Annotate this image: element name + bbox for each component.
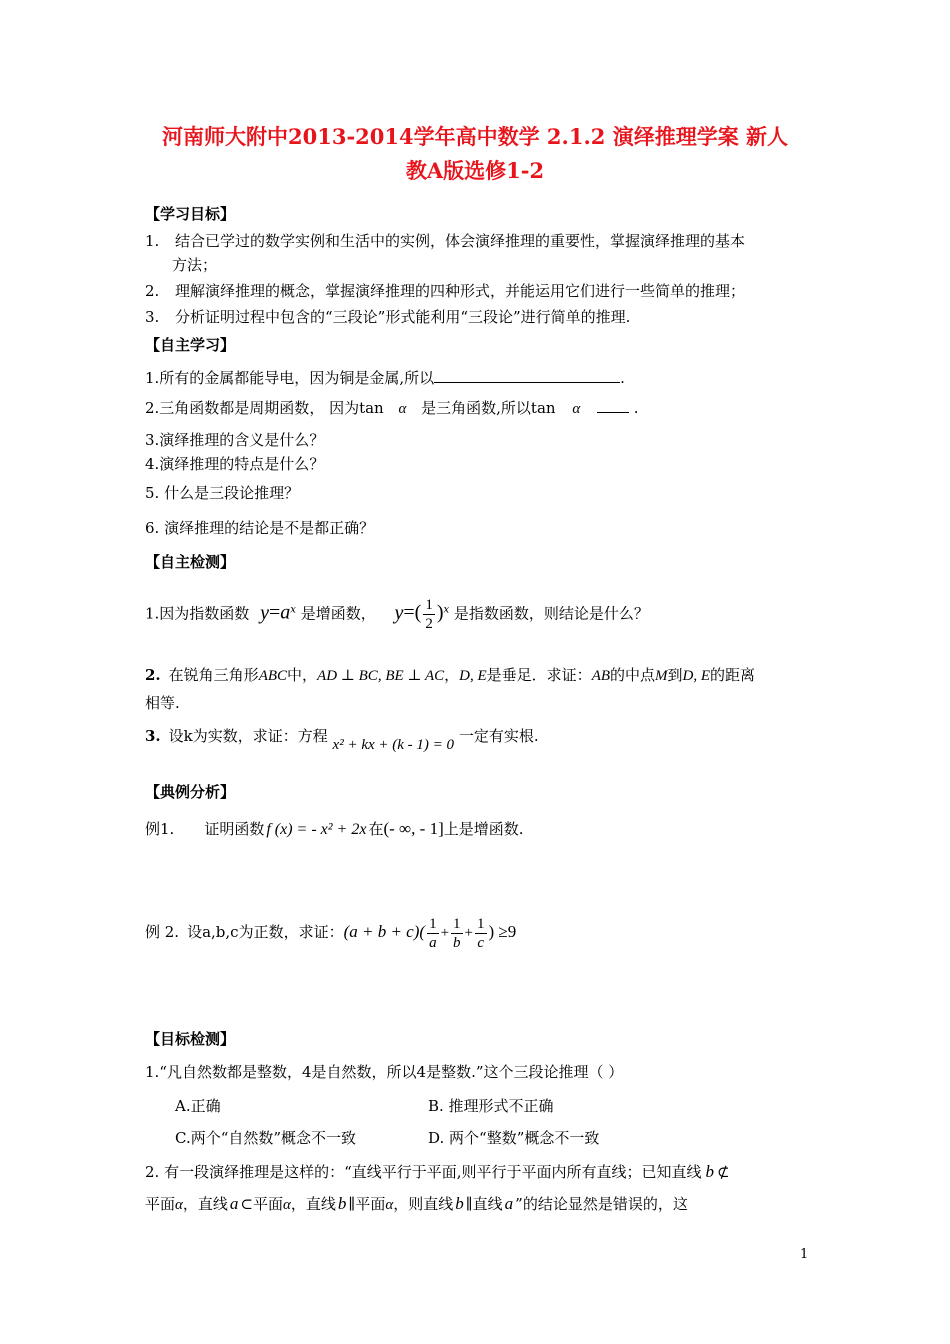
var-b: b: [705, 1162, 715, 1181]
fraction-one-over-a: [427, 915, 439, 952]
math-equals-2: =(: [403, 601, 422, 624]
option-c[interactable]: C.两个“自然数”概念不一致: [175, 1129, 357, 1147]
self-check-q1-text-a: 1.因为指数函数: [145, 604, 250, 623]
self-study-q2-end: .: [633, 399, 639, 417]
goal-item-1: [145, 230, 745, 252]
not-subset-symbol: ⊄: [717, 1165, 730, 1181]
example-1-text-a: 证明函数: [204, 820, 265, 838]
self-check-q1-text-b: 是增函数，: [300, 604, 376, 623]
alpha-symbol: α: [398, 401, 407, 417]
q2-text-a: 在锐角三角形: [168, 666, 259, 684]
answer-blank-2[interactable]: [597, 398, 629, 413]
q2-plane-2: 平面: [252, 1195, 283, 1213]
alpha-plane-2: α: [283, 1197, 291, 1213]
function-expression: f (x) = - x² + 2x: [266, 821, 367, 838]
frac-a-numerator: 1: [429, 915, 437, 932]
alpha-symbol-2: α: [572, 401, 581, 417]
example-1-text-b: 在: [368, 820, 384, 838]
q3-text-a: 设k为实数，求证：方程: [168, 727, 328, 745]
goal-item-3: [145, 306, 630, 328]
self-check-q1: [145, 596, 649, 633]
section-self-study-heading: 【自主学习】: [145, 336, 236, 354]
q2-de: D, E: [459, 668, 487, 684]
goal-item-2: [145, 280, 745, 302]
math-exponent-x: x: [290, 604, 296, 616]
self-study-q4: 4.演绎推理的特点是什么？: [145, 455, 325, 473]
self-study-q3: 3.演绎推理的含义是什么？: [145, 431, 325, 449]
answer-blank-1[interactable]: [434, 368, 620, 383]
example-1-text-c: 上是增函数.: [443, 820, 524, 838]
target-check-q1: 1.“凡自然数都是整数，4是自然数，所以4是整数.”这个三段论推理（ ）: [145, 1063, 624, 1081]
q2-abc: ABC: [258, 668, 288, 684]
math-y: y: [260, 601, 269, 624]
math-exponent-x-2: x: [443, 604, 450, 616]
goal-1-continuation: 方法；: [172, 256, 218, 274]
fraction-numerator: 1: [425, 597, 433, 613]
self-check-q2: [145, 664, 755, 687]
section-target-check-heading: 【目标检测】: [145, 1030, 236, 1048]
alpha-plane-1: α: [175, 1197, 183, 1213]
document-title-line2: 教A版选修1-2: [405, 158, 545, 183]
target-check-q2: [145, 1161, 730, 1184]
option-b[interactable]: B. 推理形式不正确: [428, 1097, 554, 1115]
q2-text-g: 的距离: [710, 666, 756, 684]
inequality-rhs: ) ≥9: [488, 922, 517, 941]
q2-text-c: ，: [444, 666, 460, 684]
goal-1-number: 1.: [145, 232, 160, 250]
var-b-2: b: [337, 1194, 347, 1213]
q2-text-e: 的中点: [610, 666, 656, 684]
alpha-plane-3: α: [385, 1197, 394, 1213]
self-study-q2-text-a: 2.三角函数都是周期函数， 因为tan: [145, 399, 384, 417]
inequality-lhs: (a + b + c)(: [343, 922, 426, 941]
option-a[interactable]: A.正确: [175, 1097, 221, 1115]
q2-statement-a: 2. 有一段演绎推理是这样的：“直线平行于平面,则平行于平面内所有直线；已知直线: [145, 1163, 702, 1181]
frac-c-denominator: c: [477, 934, 485, 951]
q3-text-b: 一定有实根.: [458, 727, 539, 745]
goal-3-number: 3.: [145, 308, 160, 326]
self-check-q3: [145, 725, 539, 753]
example-2-label: 例 2.: [145, 923, 180, 941]
frac-b-denominator: b: [453, 934, 461, 951]
self-check-q3-number: 3.: [145, 727, 161, 745]
q2-text-d: 是垂足．求证：: [486, 666, 592, 684]
self-study-q1: [145, 367, 625, 389]
math-y-2: y: [394, 601, 404, 624]
fraction-one-over-b: [451, 915, 463, 952]
q2-line-3: ，则直线: [393, 1195, 454, 1213]
option-d[interactable]: D. 两个“整数”概念不一致: [428, 1129, 600, 1147]
math-equals: =: [268, 601, 281, 624]
q2-ab: AB: [591, 668, 611, 684]
example-1-label: 例1.: [145, 820, 175, 838]
plus-sign-2: +: [464, 925, 473, 941]
math-a: a: [280, 601, 291, 624]
math-close-paren: ): [436, 601, 444, 624]
self-study-q2-text-b: 是三角函数,所以tan: [421, 399, 556, 417]
page-number: 1: [800, 1247, 809, 1262]
goal-2-number: 2.: [145, 282, 160, 300]
self-study-q2: [145, 397, 639, 420]
goal-3-text: 分析证明过程中包含的“三段论”形式能利用“三段论”进行简单的推理.: [175, 308, 631, 326]
self-study-q1-text: 1.所有的金属都能导电，因为铜是金属,所以: [145, 369, 435, 387]
interval-expression: (- ∞, - 1]: [383, 819, 444, 838]
var-b-3: b: [455, 1194, 464, 1213]
frac-a-denominator: a: [429, 934, 437, 951]
self-check-q2-continuation: 相等.: [145, 694, 180, 712]
q2-text-f: 到: [667, 666, 683, 684]
document-title-line1: 河南师大附中2013-2014学年高中数学 2.1.2 演绎推理学案 新人: [162, 124, 788, 149]
q2-statement-end: ”的结论显然是错误的，这: [515, 1195, 688, 1213]
self-study-q6: 6. 演绎推理的结论是不是都正确？: [145, 519, 375, 537]
section-examples-heading: 【典例分析】: [145, 783, 236, 801]
goal-1-text: 结合已学过的数学实例和生活中的实例，体会演绎推理的重要性，掌握演绎推理的基本: [175, 232, 746, 250]
example-1: [145, 818, 524, 841]
goal-2-text: 理解演绎推理的概念，掌握演绎推理的四种形式，并能运用它们进行一些简单的推理；: [175, 282, 746, 300]
section-self-check-heading: 【自主检测】: [145, 553, 236, 571]
q2-text-b: 中，: [287, 666, 318, 684]
plus-sign-1: +: [440, 925, 450, 941]
q2-parallel-line: ∥直线: [465, 1195, 503, 1213]
frac-c-numerator: 1: [477, 915, 485, 932]
var-a: a: [229, 1194, 239, 1213]
self-study-q5: 5. 什么是三段论推理？: [145, 484, 300, 502]
self-check-q1-text-c: 是指数函数，则结论是什么？: [453, 604, 649, 623]
q2-m: M: [655, 668, 668, 684]
fraction-one-over-c: [475, 915, 487, 952]
parallel-symbol: ∥: [348, 1197, 356, 1213]
self-check-q2-number: 2.: [145, 666, 161, 684]
var-a-2: a: [504, 1194, 514, 1213]
q2-plane-3: 平面: [355, 1195, 386, 1213]
example-2-text-a: 设a,b,c为正数，求证：: [187, 923, 344, 941]
section-goals-heading: 【学习目标】: [145, 205, 236, 223]
subset-symbol: ⊂: [240, 1197, 253, 1213]
fraction-denominator: 2: [425, 616, 433, 632]
q2-de-2: D, E: [682, 668, 711, 684]
target-check-q2-continuation: [145, 1193, 688, 1216]
example-2: [145, 910, 516, 955]
q2-line-1: ，直线: [182, 1195, 228, 1213]
fraction-one-half: [423, 596, 435, 633]
self-study-q1-end: .: [620, 369, 625, 387]
q2-plane-1: 平面: [145, 1195, 176, 1213]
q2-line-2: ，直线: [290, 1195, 336, 1213]
quadratic-equation: x² + kx + (k - 1) = 0: [332, 737, 455, 753]
q2-condition: AD ⊥ BC, BE ⊥ AC: [317, 668, 445, 684]
frac-b-numerator: 1: [453, 915, 461, 932]
